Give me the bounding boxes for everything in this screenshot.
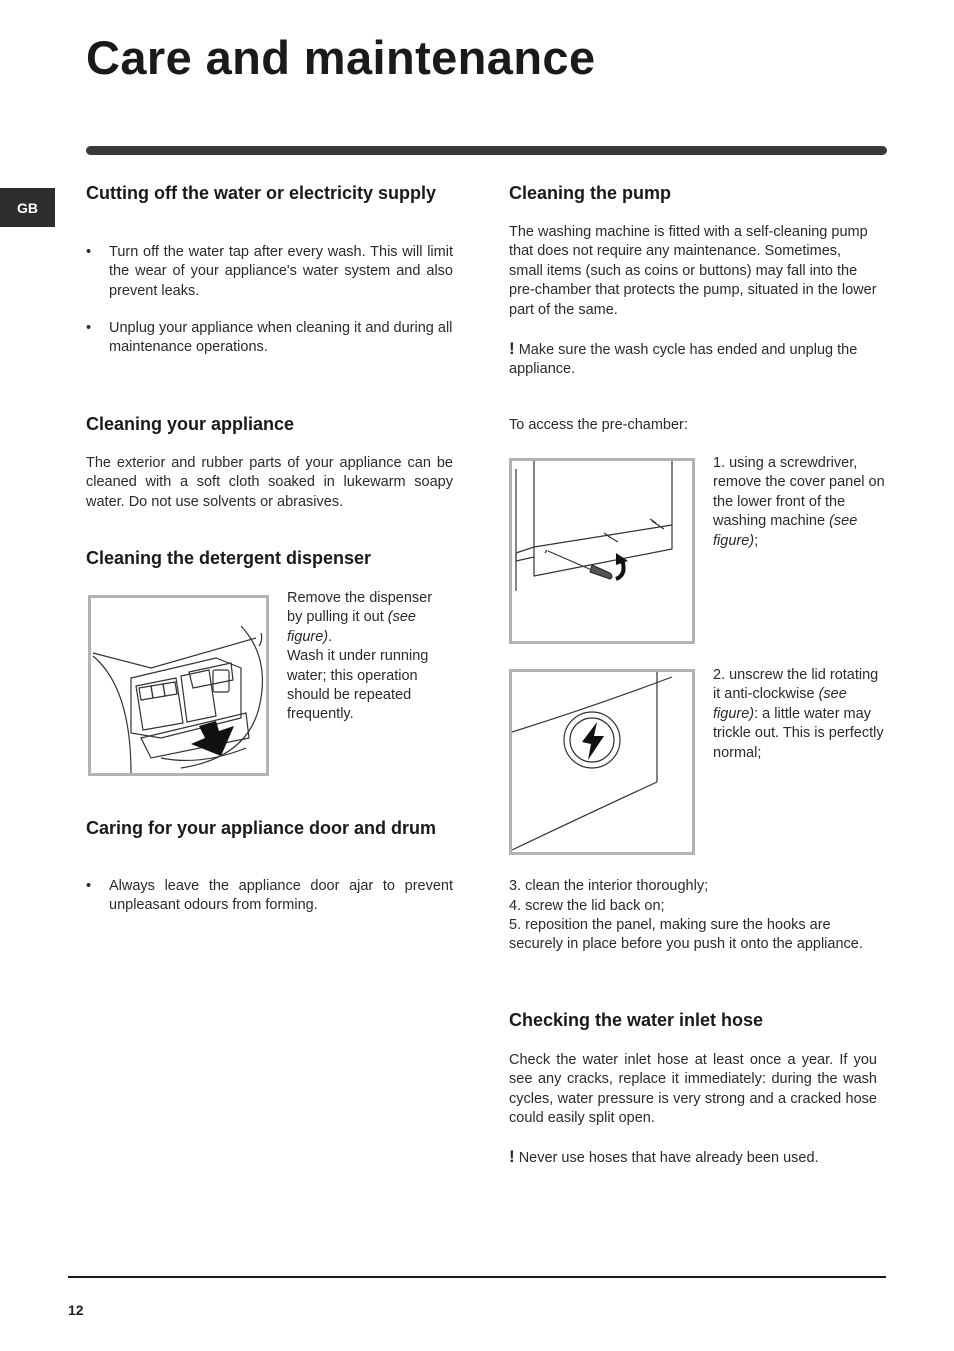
bullet-text: Unplug your appliance when cleaning it and during all maintenance operations. xyxy=(109,320,453,356)
pump-lid-illustration xyxy=(512,672,692,852)
hose-text: Check the water inlet hose at least once a year. If you see any cracks, replace it immediately: during the wash cycles, water pressure is very strong and a cracked hose could easily split open. xyxy=(509,1052,877,1127)
hose-warning: ! Never use hoses that have already been used. xyxy=(509,1147,819,1166)
cleaning-text: The exterior and rubber parts of your appliance can be cleaned with a soft cloth soaked in lukewarm soapy water. Do not use solvents or abrasives. xyxy=(86,455,453,510)
bullet-dot: • xyxy=(86,320,92,336)
footer-rule xyxy=(68,1276,886,1278)
heading-dispenser: Cleaning the detergent dispenser xyxy=(86,548,372,568)
header-rule xyxy=(86,146,887,155)
dispenser-figure xyxy=(88,595,269,776)
dispenser-text: Remove the dispenser by pulling it out (see figure). Wash it under running water; this operation should be repeated frequently. xyxy=(287,590,433,723)
bullet-dot: • xyxy=(86,878,92,894)
step5-text: 5. reposition the panel, making sure the hooks are securely in place before you push it onto the appliance. xyxy=(509,917,863,953)
warning-icon: ! xyxy=(509,339,515,358)
heading-cutoff: Cutting off the water or electricity supply xyxy=(86,183,437,203)
pump-warning: ! Make sure the wash cycle has ended and unplug the appliance. xyxy=(509,339,858,378)
pump-text: The washing machine is fitted with a self-cleaning pump that does not require any maintenance. Sometimes, small items (such as coins or buttons) may fall into the pre-chamber that protects the pump, situated in the lower part of the same. xyxy=(509,224,877,318)
heading-hose: Checking the water inlet hose xyxy=(509,1010,764,1030)
bullet-item xyxy=(86,319,453,359)
dispenser-drawer-illustration xyxy=(91,598,266,773)
screwdriver-panel-illustration xyxy=(512,461,692,641)
step1-text: 1. using a screwdriver, remove the cover panel on the lower front of the washing machine (see figure); xyxy=(713,455,885,549)
bullet-text: Turn off the water tap after every wash. This will limit the wear of your appliance's water system and also prevent leaks. xyxy=(109,244,453,299)
heading-door: Caring for your appliance door and drum xyxy=(86,818,437,838)
page-title: Care and maintenance xyxy=(86,31,596,84)
cover-panel-figure xyxy=(509,458,695,644)
heading-pump: Cleaning the pump xyxy=(509,183,671,203)
bullet-dot: • xyxy=(86,244,92,260)
bullet-item xyxy=(86,243,453,303)
warning-icon: ! xyxy=(509,1147,515,1166)
step2-text: 2. unscrew the lid rotating it anti-clockwise (see figure): a little water may trickle out. This is perfectly normal; xyxy=(713,667,884,761)
pump-lid-figure xyxy=(509,669,695,855)
language-tab: GB xyxy=(0,188,55,227)
bullet-text: Always leave the appliance door ajar to prevent unpleasant odours from forming. xyxy=(109,878,453,914)
bullet-item xyxy=(86,877,453,917)
access-text: To access the pre-chamber: xyxy=(509,417,688,433)
heading-cleaning: Cleaning your appliance xyxy=(86,414,295,434)
step3-text: 3. clean the interior thoroughly; xyxy=(509,878,709,894)
page-number: 12 xyxy=(68,1302,84,1318)
step4-text: 4. screw the lid back on; xyxy=(509,898,665,914)
